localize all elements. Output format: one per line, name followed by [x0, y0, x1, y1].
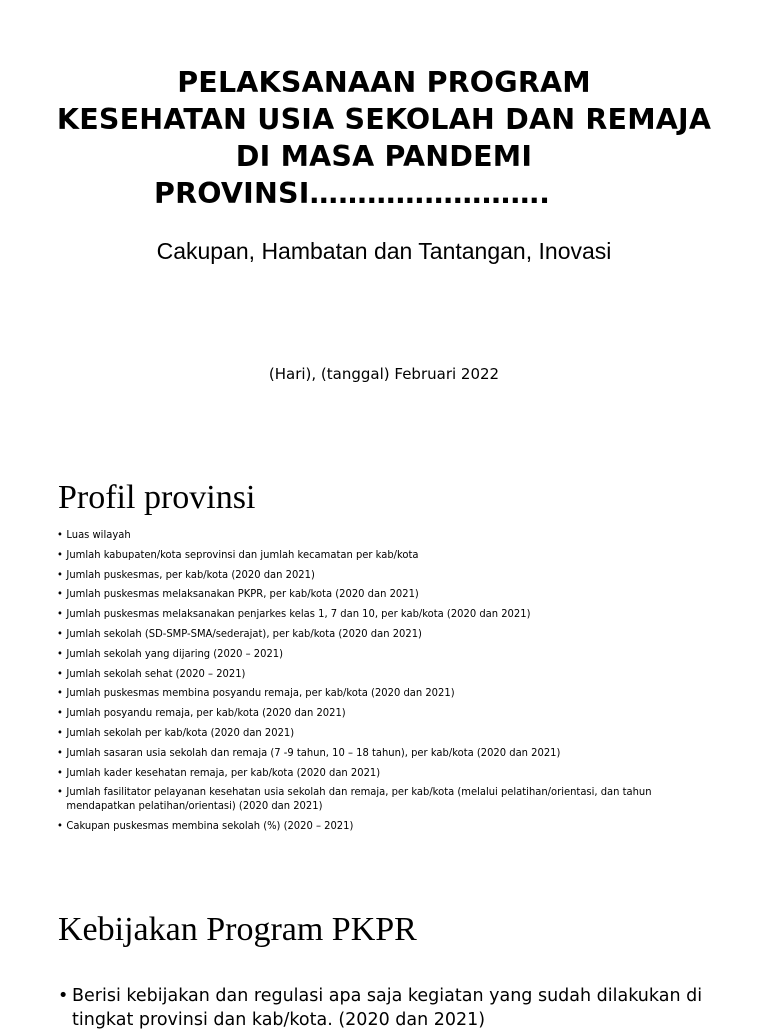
- title-slide: [0, 0, 768, 440]
- title-line: PELAKSANAAN PROGRAM: [177, 66, 591, 99]
- slide-title: [20, 64, 748, 212]
- list-item: • Jumlah posyandu remaja, per kab/kota (2020 dan 2021): [57, 706, 668, 720]
- slide-date: (Hari), (tanggal) Februari 2022: [268, 365, 500, 383]
- list-item: • Jumlah sekolah sehat (2020 – 2021): [57, 667, 668, 681]
- section-heading: Kebijakan Program PKPR: [58, 911, 417, 948]
- list-item: • Jumlah puskesmas membina posyandu remaja, per kab/kota (2020 dan 2021): [57, 686, 668, 700]
- list-item: • Jumlah puskesmas melaksanakan penjarkes kelas 1, 7 dan 10, per kab/kota (2020 dan 2021): [57, 607, 668, 621]
- list-item: • Jumlah sekolah per kab/kota (2020 dan 2021): [57, 726, 668, 740]
- section-heading: Profil provinsi: [58, 479, 256, 516]
- list-item: • Jumlah fasilitator pelayanan kesehatan usia sekolah dan remaja, per kab/kota (melalui pelatihan/orientasi, dan tahun mendapatkan pelatihan/orientasi) (2020 dan 2021): [57, 785, 668, 813]
- kebijakan-slide: [0, 880, 768, 1030]
- profil-slide: [0, 440, 768, 880]
- list-item: • Jumlah sekolah (SD-SMP-SMA/sederajat), per kab/kota (2020 dan 2021): [57, 627, 668, 641]
- list-item: • Berisi kebijakan dan regulasi apa saja kegiatan yang sudah dilakukan di tingkat provinsi dan kab/kota. (2020 dan 2021): [58, 984, 718, 1032]
- title-line: PROVINSI…………………….: [154, 177, 551, 210]
- title-line: KESEHATAN USIA SEKOLAH DAN REMAJA: [56, 103, 712, 136]
- list-item: • Jumlah sekolah yang dijaring (2020 – 2021): [57, 647, 668, 661]
- profil-list: [57, 528, 668, 839]
- slide-subtitle: Cakupan, Hambatan dan Tantangan, Inovasi: [156, 238, 612, 264]
- list-item: • Jumlah puskesmas, per kab/kota (2020 dan 2021): [57, 568, 668, 582]
- kebijakan-list: [58, 984, 718, 1032]
- list-item: • Jumlah sasaran usia sekolah dan remaja (7 -9 tahun, 10 – 18 tahun), per kab/kota (2020 dan 2021): [57, 746, 668, 760]
- list-item: • Jumlah kabupaten/kota seprovinsi dan jumlah kecamatan per kab/kota: [57, 548, 668, 562]
- list-item: • Jumlah puskesmas melaksanakan PKPR, per kab/kota (2020 dan 2021): [57, 587, 668, 601]
- list-item: • Luas wilayah: [57, 528, 668, 542]
- list-item: • Jumlah kader kesehatan remaja, per kab/kota (2020 dan 2021): [57, 766, 668, 780]
- list-item: • Cakupan puskesmas membina sekolah (%) (2020 – 2021): [57, 819, 668, 833]
- title-line: DI MASA PANDEMI: [235, 140, 533, 173]
